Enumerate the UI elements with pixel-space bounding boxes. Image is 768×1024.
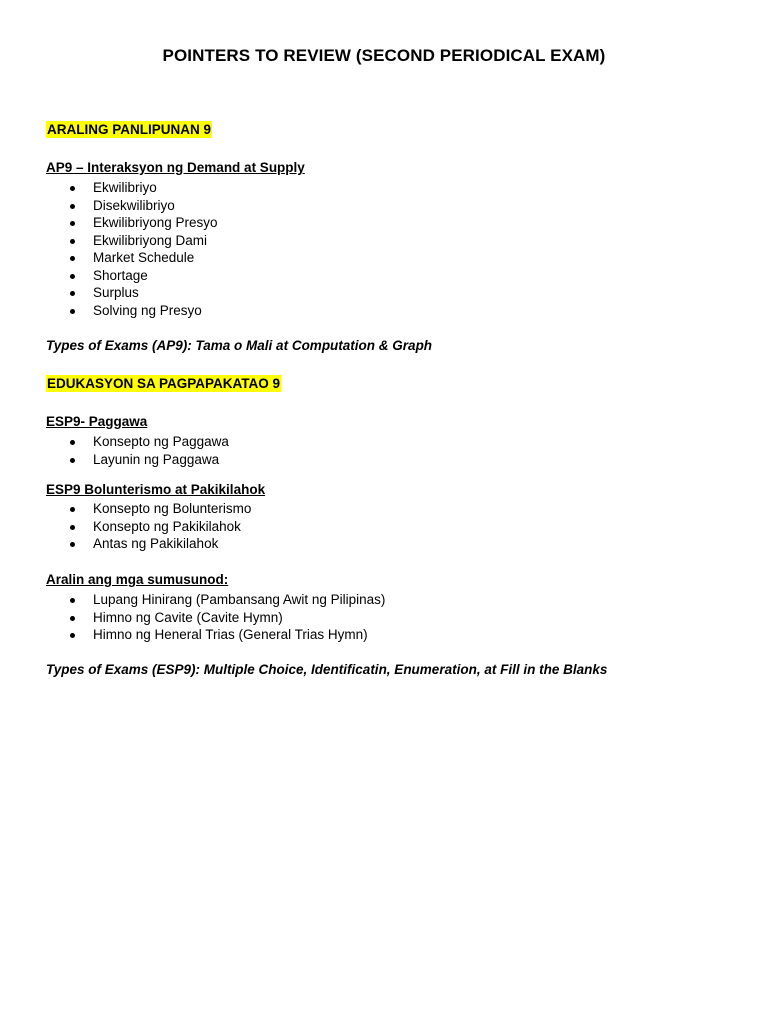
topic-heading-ap9-demand-supply: AP9 – Interaksyon ng Demand at Supply: [46, 160, 305, 175]
list-item-text: Ekwilibriyong Dami: [93, 232, 208, 248]
list-item-text: Layunin ng Paggawa: [93, 451, 220, 467]
subject-heading-ap: ARALING PANLIPUNAN 9: [47, 122, 212, 137]
list-item-text: Konsepto ng Pakikilahok: [93, 518, 241, 534]
list-item: [0, 535, 251, 553]
list-item: [0, 249, 218, 267]
bullet-icon: [70, 291, 75, 296]
list-item: [0, 302, 218, 320]
list-item-text: Ekwilibriyo: [93, 180, 157, 195]
topic-heading-esp9-paggawa: ESP9- Paggawa: [46, 414, 148, 429]
list-item: [0, 267, 218, 285]
page-title: POINTERS TO REVIEW (SECOND PERIODICAL EXAM): [162, 46, 606, 65]
list-item: [0, 518, 251, 536]
bullet-icon: [70, 204, 75, 209]
list-item-text: Konsepto ng Paggawa: [93, 434, 229, 449]
list-item: [0, 451, 229, 469]
bullet-icon: [70, 309, 75, 314]
list-item-text: Disekwilibriyo: [93, 197, 175, 213]
bullet-icon: [70, 542, 75, 547]
bullet-icon: [70, 239, 75, 244]
list-item-text: Lupang Hinirang (Pambansang Awit ng Pilipinas): [93, 592, 386, 607]
bullet-icon: [70, 525, 75, 530]
list-item: [0, 591, 385, 609]
topic-heading-esp9-bolunterismo: ESP9 Bolunterismo at Pakikilahok: [46, 482, 266, 497]
list-item-text: Konsepto ng Bolunterismo: [93, 501, 252, 516]
exam-types-esp9: Types of Exams (ESP9): Multiple Choice, Identificatin, Enumeration, at Fill in the Blanks: [46, 662, 608, 677]
list-item: [0, 609, 385, 627]
bullet-icon: [70, 616, 75, 621]
list-item: [0, 197, 218, 215]
list-item: [0, 214, 218, 232]
topic-heading-aralin: Aralin ang mga sumusunod:: [46, 572, 229, 587]
bullet-icon: [70, 633, 75, 638]
topic-list-aralin: [0, 591, 385, 644]
list-item-text: Himno ng Cavite (Cavite Hymn): [93, 609, 283, 625]
list-item: [0, 626, 385, 644]
list-item: [0, 433, 229, 451]
bullet-icon: [70, 186, 75, 191]
subject-heading-esp: EDUKASYON SA PAGPAPAKATAO 9: [47, 376, 281, 391]
list-item: [0, 284, 218, 302]
bullet-icon: [70, 507, 75, 512]
list-item-text: Surplus: [93, 285, 139, 300]
list-item: [0, 179, 218, 197]
bullet-icon: [70, 256, 75, 261]
list-item-text: Market Schedule: [93, 250, 195, 265]
topic-list-esp9-paggawa: [0, 433, 229, 468]
bullet-icon: [70, 458, 75, 463]
bullet-icon: [70, 440, 75, 445]
list-item-text: Ekwilibriyong Presyo: [93, 215, 218, 230]
bullet-icon: [70, 221, 75, 226]
bullet-icon: [70, 274, 75, 279]
list-item-text: Solving ng Presyo: [93, 302, 202, 318]
list-item-text: Shortage: [93, 267, 148, 283]
list-item: [0, 232, 218, 250]
bullet-icon: [70, 598, 75, 603]
topic-list-ap9-demand-supply: [0, 179, 218, 319]
exam-types-ap9: Types of Exams (AP9): Tama o Mali at Computation & Graph: [46, 338, 433, 353]
list-item-text: Antas ng Pakikilahok: [93, 536, 219, 551]
list-item-text: Himno ng Heneral Trias (General Trias Hymn): [93, 627, 368, 642]
topic-list-esp9-bolunterismo: [0, 500, 251, 553]
list-item: [0, 500, 251, 518]
